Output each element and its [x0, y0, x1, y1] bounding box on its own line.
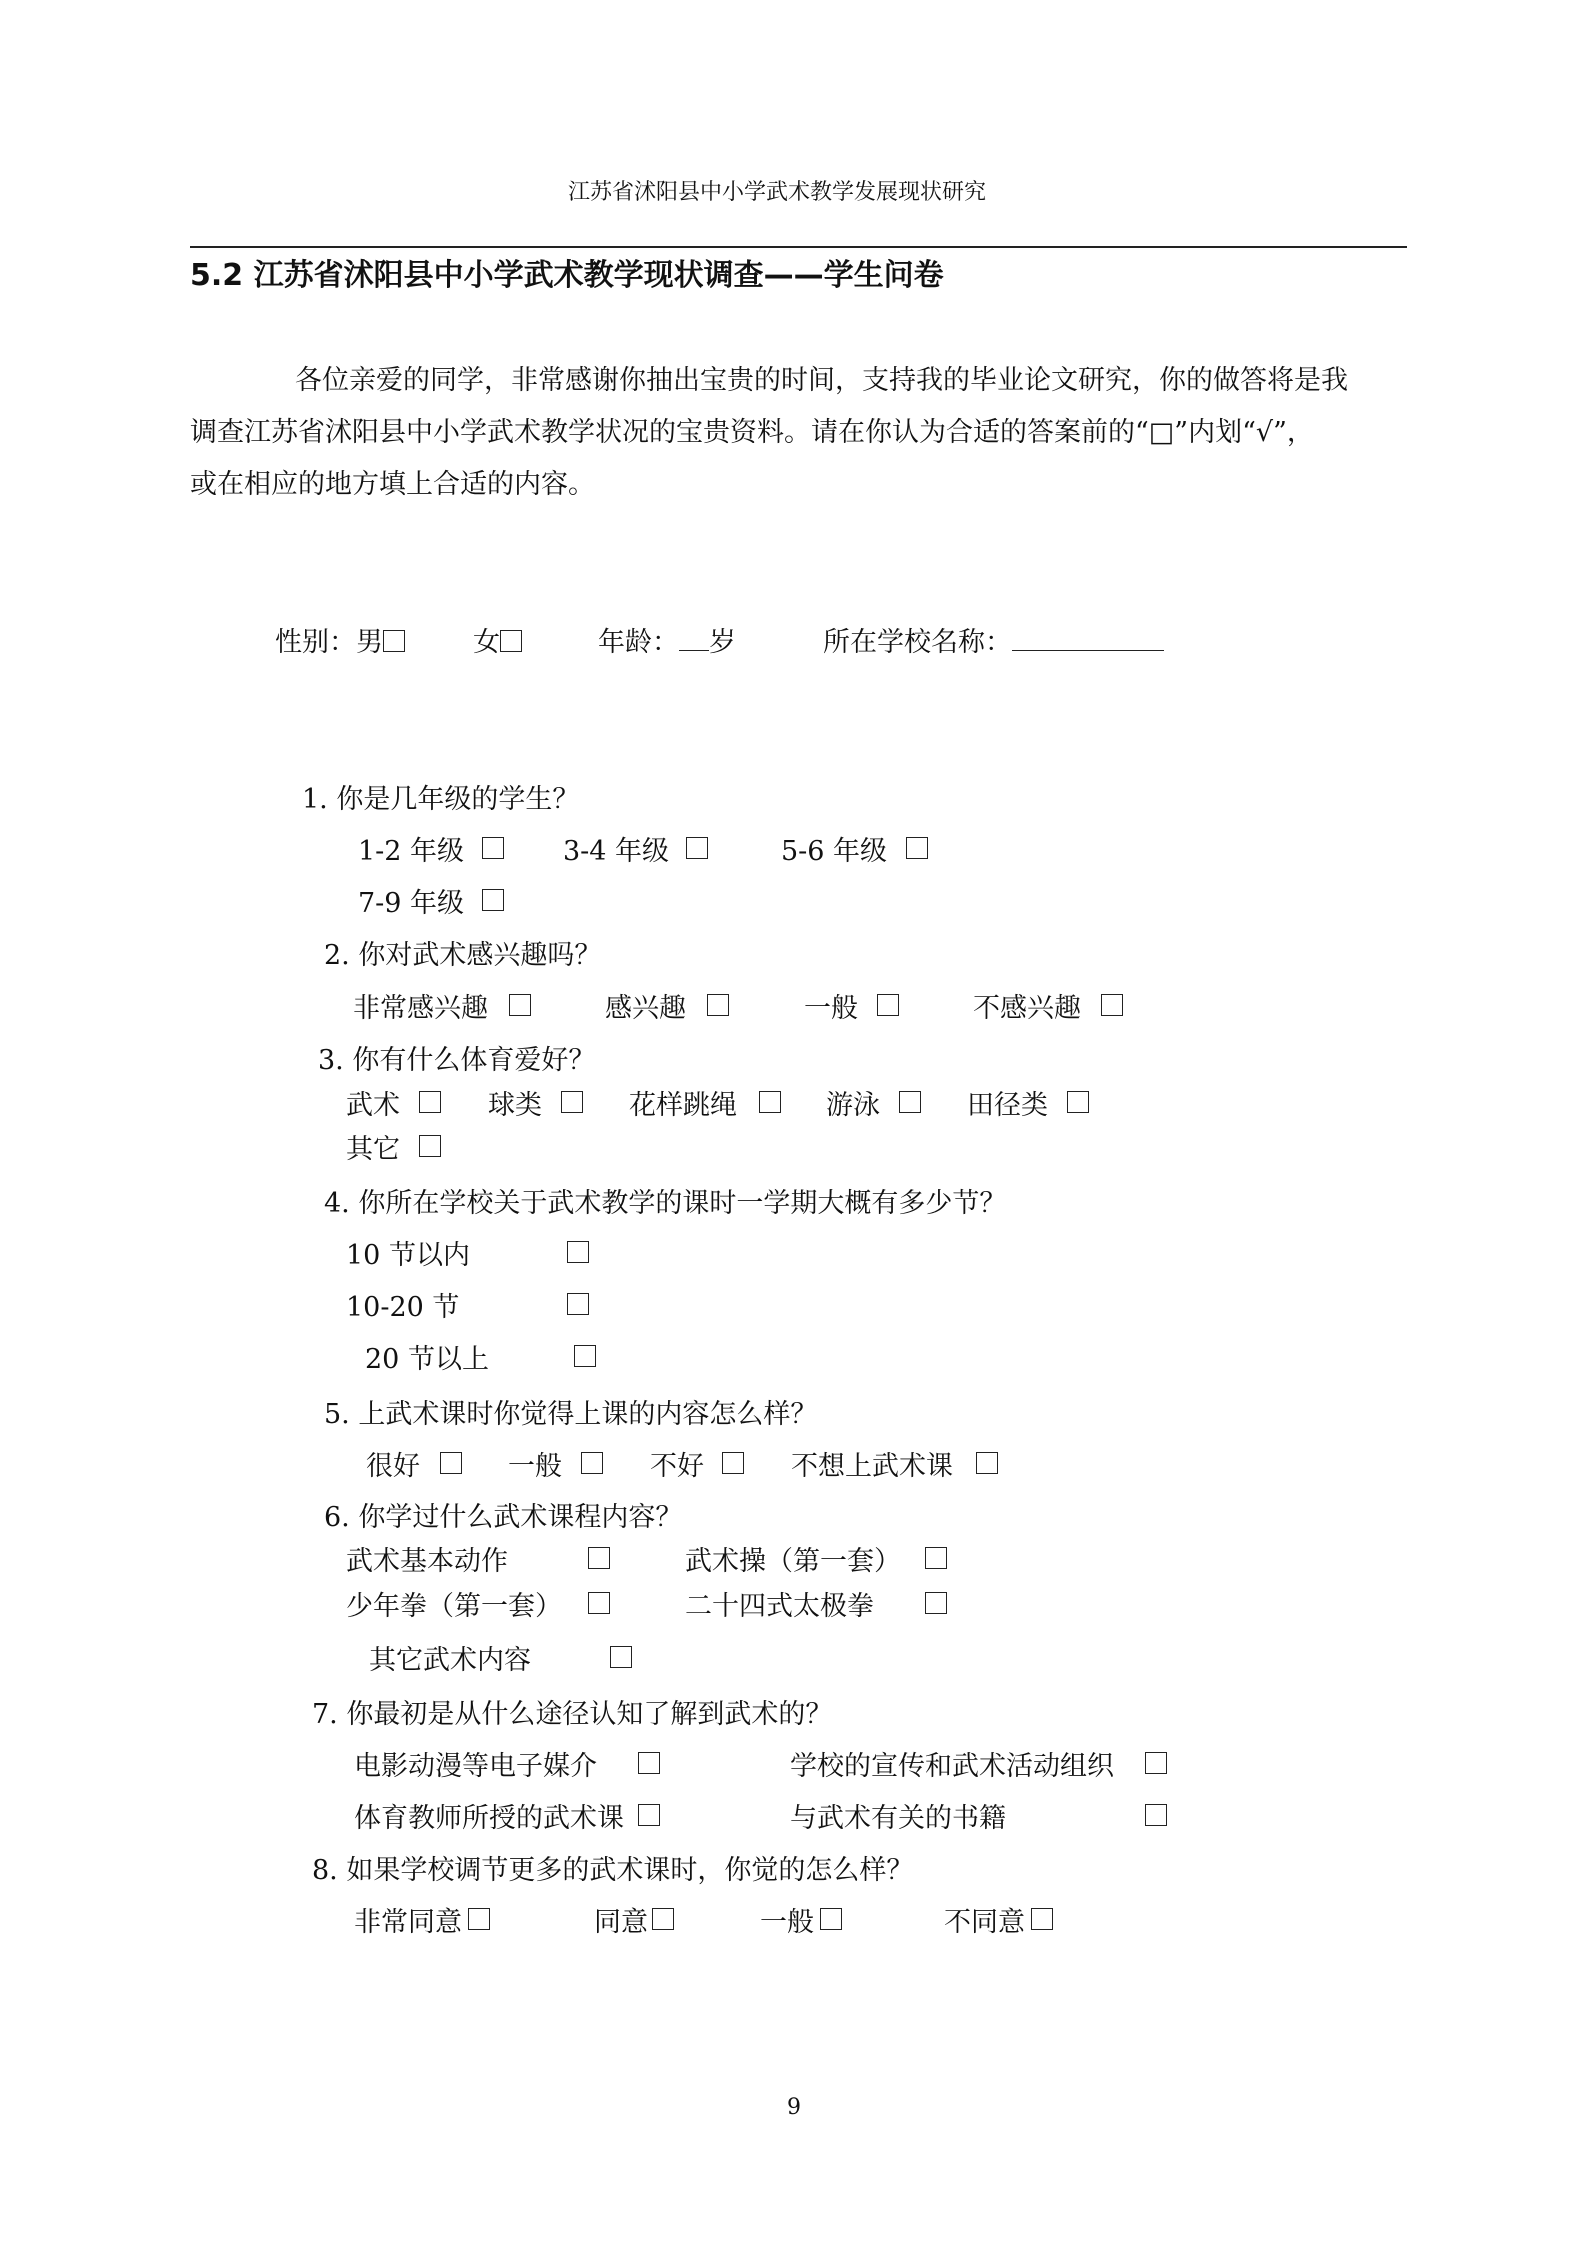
option-label: 10-20 节: [346, 1292, 460, 1323]
q3-option-6-checkbox[interactable]: [419, 1135, 441, 1157]
profile-school: [823, 625, 1164, 661]
question-3: 3. 你有什么体育爱好？: [318, 1045, 596, 1076]
q2-option-2: [605, 991, 686, 1027]
q3-option-4-checkbox[interactable]: [899, 1091, 921, 1113]
q7-option-3: [354, 1801, 624, 1837]
option-label: 其它武术内容: [369, 1645, 531, 1676]
q6-option-1-checkbox[interactable]: [588, 1547, 610, 1569]
option-label: 非常感兴趣: [353, 993, 488, 1024]
q2-option-3-checkbox[interactable]: [877, 994, 899, 1016]
q4-option-2-checkbox[interactable]: [567, 1293, 589, 1315]
q8-option-4-checkbox[interactable]: [1031, 1908, 1053, 1930]
q5-option-1-checkbox[interactable]: [440, 1452, 462, 1474]
profile-age: [598, 625, 736, 661]
option-label: 一般: [508, 1451, 562, 1482]
q3-option-1-checkbox[interactable]: [419, 1091, 441, 1113]
q1-option-4: [358, 886, 464, 922]
q2-option-1-checkbox[interactable]: [509, 994, 531, 1016]
profile-gender: [275, 625, 405, 661]
q3-option-5: [967, 1088, 1048, 1124]
age-input[interactable]: [679, 650, 709, 651]
q8-option-2: [594, 1905, 648, 1941]
option-label: 很好: [366, 1451, 420, 1482]
intro-line-3: 或在相应的地方填上合适的内容。: [190, 469, 595, 500]
option-label: 武术基本动作: [346, 1546, 508, 1577]
option-label: 不想上武术课: [791, 1451, 953, 1482]
option-label: 武术: [346, 1090, 400, 1121]
q5-option-3: [650, 1449, 704, 1485]
q3-option-3: [629, 1088, 737, 1124]
q3-option-5-checkbox[interactable]: [1067, 1091, 1089, 1113]
q8-option-2-checkbox[interactable]: [652, 1908, 674, 1930]
age-label: 年龄：: [598, 627, 679, 658]
q4-option-2: [346, 1290, 459, 1326]
q7-option-3-checkbox[interactable]: [638, 1804, 660, 1826]
q3-option-3-checkbox[interactable]: [759, 1091, 781, 1113]
section-title: 5.2 江苏省沭阳县中小学武术教学现状调查——学生问卷: [190, 258, 944, 293]
school-label: 所在学校名称：: [823, 627, 1012, 658]
question-6: 6. 你学过什么武术课程内容？: [324, 1502, 683, 1533]
q1-option-3-checkbox[interactable]: [906, 837, 928, 859]
question-7: 7. 你最初是从什么途径认知了解到武术的？: [312, 1699, 833, 1730]
q5-option-3-checkbox[interactable]: [722, 1452, 744, 1474]
option-label: 电影动漫等电子媒介: [354, 1751, 597, 1782]
page-number: 9: [787, 2095, 801, 2120]
male-checkbox[interactable]: [383, 630, 405, 652]
q5-option-4-checkbox[interactable]: [976, 1452, 998, 1474]
option-label: 游泳: [826, 1090, 880, 1121]
question-4: 4. 你所在学校关于武术教学的课时一学期大概有多少节？: [324, 1188, 1007, 1219]
female-label: 女: [473, 627, 500, 658]
running-header: 江苏省沭阳县中小学武术教学发展现状研究: [568, 180, 987, 205]
q6-option-1: [346, 1544, 508, 1580]
option-label: 不感兴趣: [973, 993, 1081, 1024]
option-label: 与武术有关的书籍: [790, 1803, 1006, 1834]
q4-option-3-checkbox[interactable]: [574, 1345, 596, 1367]
q1-option-1-checkbox[interactable]: [482, 837, 504, 859]
q6-option-2: [685, 1544, 901, 1580]
school-name-input[interactable]: [1012, 650, 1164, 651]
q2-option-2-checkbox[interactable]: [707, 994, 729, 1016]
option-label: 武术操（第一套）: [685, 1546, 901, 1577]
option-label: 二十四式太极拳: [685, 1591, 874, 1622]
q8-option-1: [354, 1905, 462, 1941]
option-label: 一般: [760, 1907, 814, 1938]
q6-option-5: [369, 1643, 531, 1679]
q7-option-4: [790, 1801, 1006, 1837]
option-label: 一般: [804, 993, 858, 1024]
q2-option-3: [804, 991, 858, 1027]
option-label: 其它: [346, 1134, 400, 1165]
option-label: 非常同意: [354, 1907, 462, 1938]
option-label: 学校的宣传和武术活动组织: [790, 1751, 1114, 1782]
question-2: 2. 你对武术感兴趣吗？: [324, 940, 602, 971]
q1-option-3: [781, 834, 887, 870]
gender-label: 性别：: [275, 627, 356, 658]
q1-option-2-checkbox[interactable]: [686, 837, 708, 859]
q6-option-3-checkbox[interactable]: [588, 1592, 610, 1614]
intro-line-2: 调查江苏省沭阳县中小学武术教学状况的宝贵资料。请在你认为合适的答案前的“□”内划“√”，: [190, 417, 1314, 448]
intro-line-1: 各位亲爱的同学，非常感谢你抽出宝贵的时间，支持我的毕业论文研究，你的做答将是我: [295, 365, 1348, 396]
option-label: 花样跳绳: [629, 1090, 737, 1121]
q1-option-4-checkbox[interactable]: [482, 889, 504, 911]
q3-option-2: [488, 1088, 542, 1124]
age-unit: 岁: [709, 627, 736, 658]
q7-option-1-checkbox[interactable]: [638, 1752, 660, 1774]
question-5: 5. 上武术课时你觉得上课的内容怎么样？: [324, 1399, 818, 1430]
option-label: 感兴趣: [605, 993, 686, 1024]
q4-option-1-checkbox[interactable]: [567, 1241, 589, 1263]
q5-option-2: [508, 1449, 562, 1485]
option-label: 7-9 年级: [358, 888, 465, 919]
option-label: 少年拳（第一套）: [346, 1591, 562, 1622]
option-label: 不好: [650, 1451, 704, 1482]
option-label: 体育教师所授的武术课: [354, 1803, 624, 1834]
q3-option-6: [346, 1132, 400, 1168]
option-label: 1-2 年级: [358, 836, 465, 867]
q3-option-2-checkbox[interactable]: [561, 1091, 583, 1113]
q4-option-3: [365, 1342, 489, 1378]
q6-option-3: [346, 1589, 562, 1625]
male-label: 男: [356, 627, 383, 658]
question-1: 1. 你是几年级的学生？: [302, 784, 580, 815]
profile-female: [473, 625, 522, 661]
q6-option-2-checkbox[interactable]: [925, 1547, 947, 1569]
q1-option-1: [358, 834, 464, 870]
q5-option-2-checkbox[interactable]: [581, 1452, 603, 1474]
q6-option-4-checkbox[interactable]: [925, 1592, 947, 1614]
q7-option-4-checkbox[interactable]: [1145, 1804, 1167, 1826]
q4-option-1: [346, 1238, 470, 1274]
option-label: 20 节以上: [365, 1344, 489, 1375]
q8-option-1-checkbox[interactable]: [468, 1908, 490, 1930]
q5-option-1: [366, 1449, 420, 1485]
option-label: 3-4 年级: [563, 836, 670, 867]
q5-option-4: [791, 1449, 953, 1485]
header-rule: [190, 246, 1407, 248]
q6-option-4: [685, 1589, 874, 1625]
q2-option-4-checkbox[interactable]: [1101, 994, 1123, 1016]
female-checkbox[interactable]: [500, 630, 522, 652]
q7-option-1: [354, 1749, 597, 1785]
q7-option-2-checkbox[interactable]: [1145, 1752, 1167, 1774]
option-label: 球类: [488, 1090, 542, 1121]
q3-option-4: [826, 1088, 880, 1124]
q8-option-3: [760, 1905, 814, 1941]
question-8: 8. 如果学校调节更多的武术课时，你觉的怎么样？: [312, 1855, 914, 1886]
q8-option-3-checkbox[interactable]: [820, 1908, 842, 1930]
q1-option-2: [563, 834, 669, 870]
q2-option-1: [353, 991, 488, 1027]
q8-option-4: [944, 1905, 1025, 1941]
option-label: 田径类: [967, 1090, 1048, 1121]
option-label: 同意: [594, 1907, 648, 1938]
option-label: 10 节以内: [346, 1240, 470, 1271]
q7-option-2: [790, 1749, 1114, 1785]
option-label: 不同意: [944, 1907, 1025, 1938]
q3-option-1: [346, 1088, 400, 1124]
q2-option-4: [973, 991, 1081, 1027]
option-label: 5-6 年级: [781, 836, 888, 867]
q6-option-5-checkbox[interactable]: [610, 1646, 632, 1668]
